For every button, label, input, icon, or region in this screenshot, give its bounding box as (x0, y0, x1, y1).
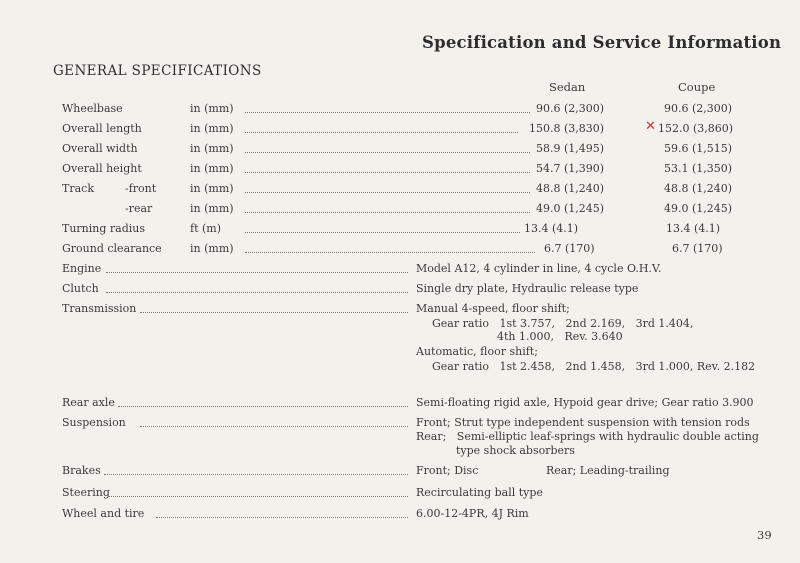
section-title: GENERAL SPECIFICATIONS (53, 63, 262, 79)
row-unit: in (mm) (190, 162, 234, 175)
spec-value-brakes-rear: Rear; Leading-trailing (546, 464, 670, 477)
spec-label-steering: Steering (62, 486, 110, 499)
value-sedan: 150.8 (3,830) (529, 122, 605, 135)
dot-leader (245, 203, 530, 213)
spec-value-clutch: Single dry plate, Hydraulic release type (416, 282, 639, 295)
row-unit: in (mm) (190, 242, 234, 255)
spec-value-brakes-front: Front; Disc (416, 464, 479, 477)
value-sedan: 49.0 (1,245) (536, 202, 605, 215)
value-coupe: 152.0 (3,860) (658, 122, 734, 135)
page-number: 39 (757, 528, 772, 542)
row-unit: in (mm) (190, 182, 234, 195)
spec-value-transmission-line: Automatic, floor shift; (416, 345, 538, 358)
row-label-overall-height: Overall height (62, 162, 142, 175)
dot-leader (140, 417, 408, 427)
value-coupe: 53.1 (1,350) (664, 162, 733, 175)
row-label-overall-width: Overall width (62, 142, 138, 155)
dot-leader (245, 243, 535, 253)
dot-leader (106, 263, 408, 273)
row-label-ground-clearance: Ground clearance (62, 242, 162, 255)
spec-label-transmission: Transmission (62, 302, 137, 315)
dot-leader (245, 123, 518, 133)
dot-leader (245, 163, 530, 173)
column-header-sedan: Sedan (549, 80, 586, 94)
dot-leader (106, 283, 408, 293)
column-header-coupe: Coupe (678, 80, 716, 94)
value-sedan: 48.8 (1,240) (536, 182, 605, 195)
spec-value-rear-axle: Semi-floating rigid axle, Hypoid gear drive; Gear ratio 3.900 (416, 396, 754, 409)
dot-leader (245, 103, 530, 113)
row-sublabel-front: -front (125, 182, 157, 195)
dot-leader (156, 508, 408, 518)
row-label-track: Track (62, 182, 94, 195)
row-unit: in (mm) (190, 122, 234, 135)
row-label-overall-length: Overall length (62, 122, 142, 135)
dot-leader (245, 183, 530, 193)
dot-leader (245, 143, 530, 153)
dot-leader (108, 487, 408, 497)
spec-label-engine: Engine (62, 262, 102, 275)
dot-leader (140, 303, 408, 313)
value-sedan: 54.7 (1,390) (536, 162, 605, 175)
dot-leader (245, 223, 520, 233)
spec-value-engine: Model A12, 4 cylinder in line, 4 cycle O.H.V. (416, 262, 662, 275)
row-label-turning-radius: Turning radius (62, 222, 146, 235)
spec-label-clutch: Clutch (62, 282, 99, 295)
spec-value-wheel-and-tire: 6.00-12-4PR, 4J Rim (416, 507, 529, 520)
spec-value-suspension-line: Front; Strut type independent suspension with tension rods (416, 416, 750, 429)
value-sedan: 90.6 (2,300) (536, 102, 605, 115)
row-sublabel-rear: -rear (125, 202, 153, 215)
value-sedan: 6.7 (170) (544, 242, 595, 255)
value-coupe: 48.8 (1,240) (664, 182, 733, 195)
spec-value-transmission-line: Gear ratio 1st 2.458, 2nd 1.458, 3rd 1.000, Rev. 2.182 (432, 360, 756, 373)
row-label-wheelbase: Wheelbase (62, 102, 123, 115)
value-coupe: 49.0 (1,245) (664, 202, 733, 215)
spec-label-brakes: Brakes (62, 464, 101, 477)
spec-value-steering: Recirculating ball type (416, 486, 543, 499)
row-unit: in (mm) (190, 142, 234, 155)
spec-label-suspension: Suspension (62, 416, 126, 429)
value-coupe: 6.7 (170) (672, 242, 723, 255)
row-unit: in (mm) (190, 202, 234, 215)
row-unit: ft (m) (190, 222, 222, 235)
spec-value-suspension-line: Rear; Semi-elliptic leaf-springs with hydraulic double acting (416, 430, 759, 443)
value-coupe: 59.6 (1,515) (664, 142, 733, 155)
page-header-title: Specification and Service Information (422, 33, 782, 52)
dot-leader (118, 397, 408, 407)
spec-value-transmission-line: Gear ratio 1st 3.757, 2nd 2.169, 3rd 1.404, (432, 317, 694, 330)
dot-leader (104, 465, 408, 475)
value-sedan: 13.4 (4.1) (524, 222, 579, 235)
value-sedan: 58.9 (1,495) (536, 142, 605, 155)
value-coupe: 13.4 (4.1) (666, 222, 721, 235)
handwritten-check-mark: ✕ (645, 119, 656, 134)
spec-value-transmission-line: 4th 1.000, Rev. 3.640 (497, 330, 623, 343)
spec-value-transmission-line: Manual 4-speed, floor shift; (416, 302, 570, 315)
spec-label-wheel-and-tire: Wheel and tire (62, 507, 145, 520)
spec-label-rear-axle: Rear axle (62, 396, 115, 409)
row-unit: in (mm) (190, 102, 234, 115)
value-coupe: 90.6 (2,300) (664, 102, 733, 115)
spec-value-suspension-line: type shock absorbers (456, 444, 575, 457)
